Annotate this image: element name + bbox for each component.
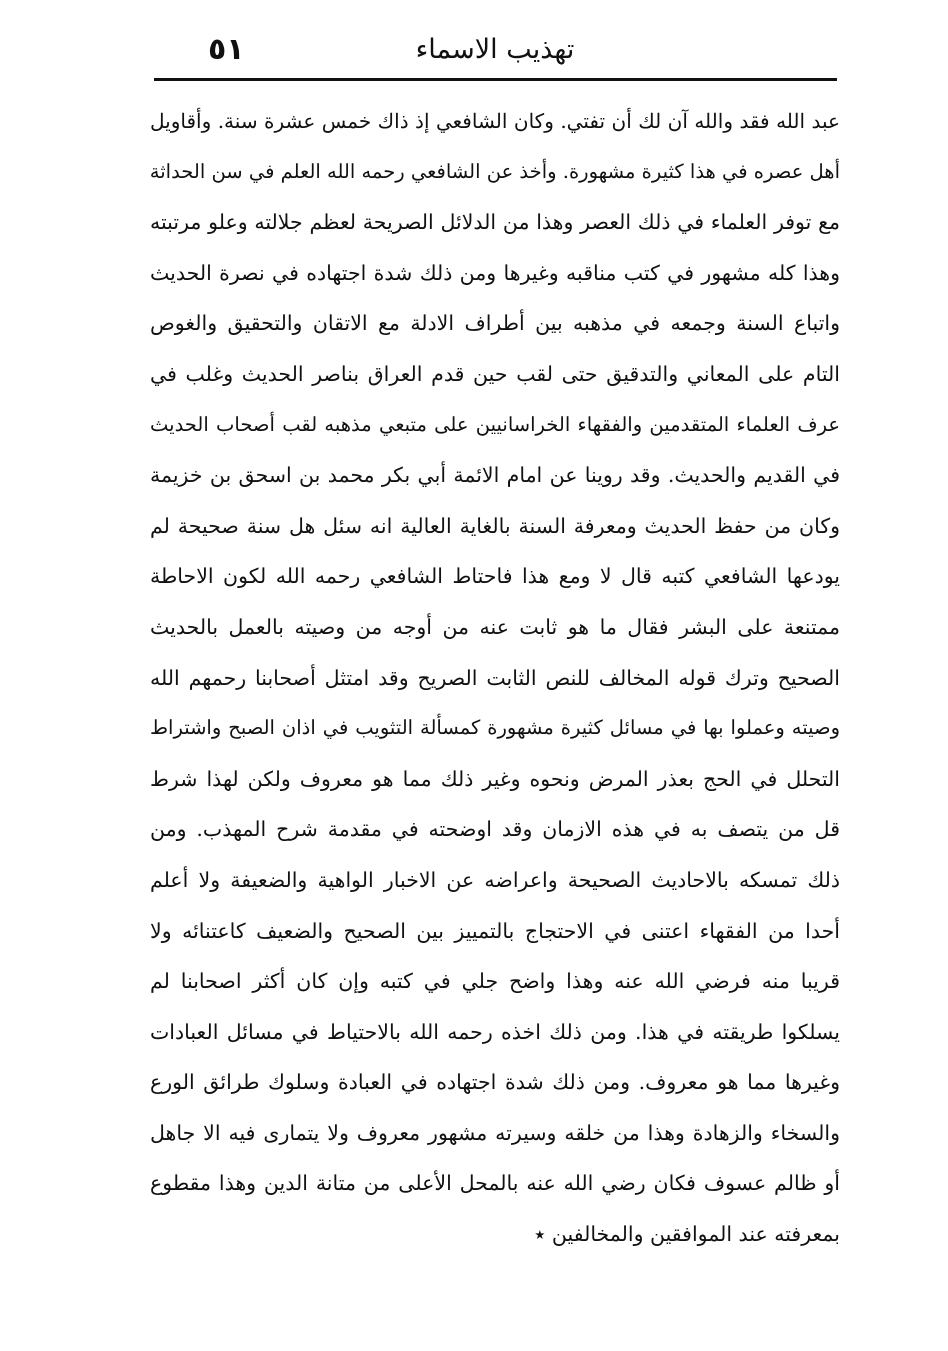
text-line: أو ظالم عسوف فكان رضي الله عنه بالمحل الأعلى من متانة الدين وهذا مقطوع: [150, 1171, 840, 1196]
text-line: عبد الله فقد والله آن لك أن تفتي. وكان الشافعي إذ ذاك خمس عشرة سنة. وأقاويل: [150, 109, 840, 133]
running-title: تهذيب الاسماء: [415, 34, 575, 65]
text-line: أهل عصره في هذا كثيرة مشهورة. وأخذ عن الشافعي رحمه الله العلم في سن الحداثة: [150, 159, 840, 183]
text-line: وكان من حفظ الحديث ومعرفة السنة بالغاية العالية انه سئل هل سنة صحيحة لم: [150, 513, 840, 538]
page-number: ٥١: [208, 32, 245, 67]
text-line: وصيته وعملوا بها في مسائل كثيرة مشهورة كمسألة التثويب في اذان الصبح واشتراط: [150, 716, 840, 740]
text-line: واتباع السنة وجمعه في مذهبه بين أطراف الادلة مع الاتقان والتحقيق والغوص: [150, 311, 840, 336]
text-line: والسخاء والزهادة وهذا من خلقه وسيرته مشهور معروف ولا يتمارى فيه الا جاهل: [150, 1120, 840, 1145]
text-line: وهذا كله مشهور في كتب مناقبه وغيرها ومن ذلك شدة اجتهاده في نصرة الحديث: [150, 260, 840, 285]
text-line: ذلك تمسكه بالاحاديث الصحيحة واعراضه عن الاخبار الواهية والضعيفة ولا أعلم: [150, 867, 840, 892]
text-line: أحدا من الفقهاء اعتنى في الاحتجاج بالتمييز بين الصحيح والضعيف كاعتنائه ولا: [150, 918, 840, 943]
text-line: عرف العلماء المتقدمين والفقهاء الخراسانيين على متبعي مذهبه لقب أصحاب الحديث: [150, 412, 840, 436]
text-line: ممتنعة على البشر فقال ما هو ثابت عنه من أوجه من وصيته بالعمل بالحديث: [150, 614, 840, 639]
text-line-last: بمعرفته عند الموافقين والمخالفين ٭: [534, 1222, 840, 1247]
text-line: التام على المعاني والتدقيق حتى لقب حين قدم العراق بناصر الحديث وغلب في: [150, 361, 840, 386]
text-line: وغيرها مما هو معروف. ومن ذلك شدة اجتهاده في العبادة وسلوك طرائق الورع: [150, 1070, 840, 1095]
text-line: في القديم والحديث. وقد روينا عن امام الائمة أبي بكر محمد بن اسحق بن خزيمة: [150, 463, 840, 488]
header-rule: [154, 78, 837, 81]
page-header: [150, 30, 840, 76]
text-line: التحلل في الحج بعذر المرض ونحوه وغير ذلك مما هو معروف ولكن لهذا شرط: [150, 766, 840, 791]
text-line: مع توفر العلماء في ذلك العصر وهذا من الدلائل الصريحة لعظم جلالته وعلو مرتبته: [150, 210, 840, 235]
text-line: الصحيح وترك قوله المخالف للنص الثابت الصريح وقد امتثل أصحابنا رحمهم الله: [150, 665, 840, 690]
text-line: يودعها الشافعي كتبه قال لا ومع هذا فاحتاط الشافعي رحمه الله لكون الاحاطة: [150, 564, 840, 589]
text-line: قل من يتصف به في هذه الازمان وقد اوضحته في مقدمة شرح المهذب. ومن: [150, 817, 840, 842]
body-text: [150, 96, 840, 1260]
text-line: يسلكوا طريقته في هذا. ومن ذلك اخذه رحمه الله بالاحتياط في مسائل العبادات: [150, 1019, 840, 1044]
text-line: قريبا منه فرضي الله عنه وهذا واضح جلي في كتبه وإن كان أكثر اصحابنا لم: [150, 969, 840, 994]
